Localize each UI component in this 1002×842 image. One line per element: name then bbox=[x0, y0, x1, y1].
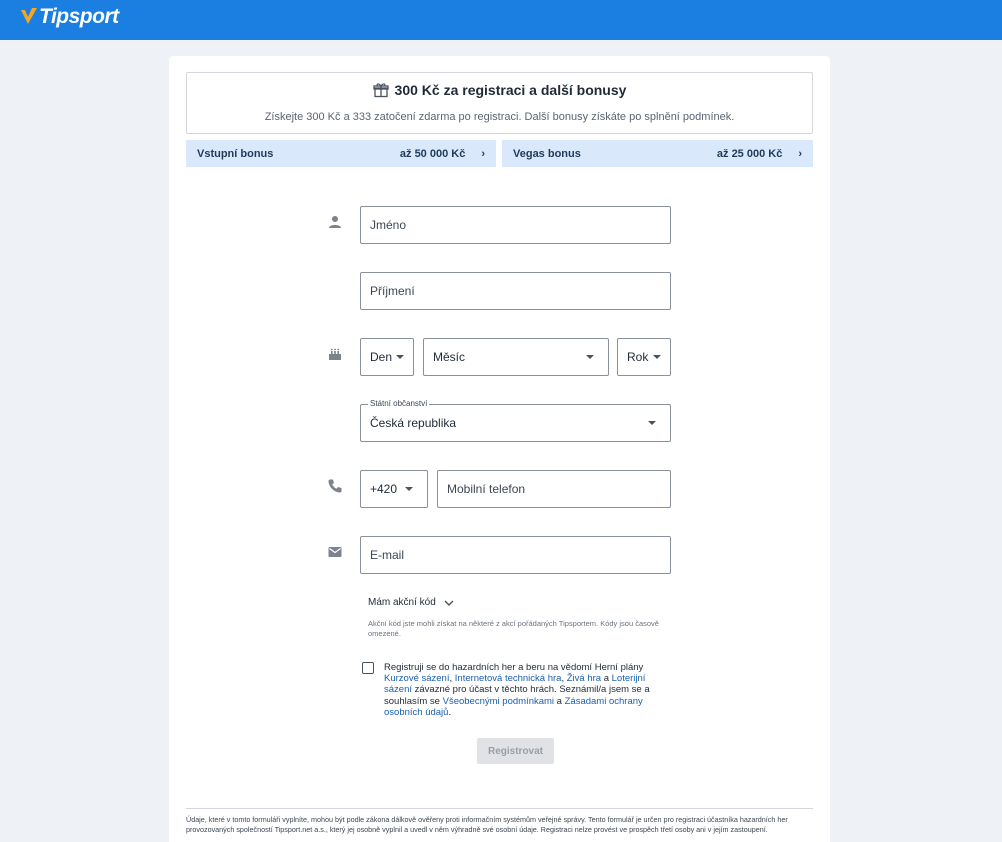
citizenship-value: Česká republika bbox=[370, 416, 457, 430]
first-name-placeholder: Jméno bbox=[370, 218, 407, 232]
last-name-input[interactable] bbox=[360, 272, 671, 310]
promo-code-toggle[interactable] bbox=[368, 597, 454, 608]
caret-down-icon bbox=[396, 355, 404, 359]
link-vseobecne-podminky[interactable]: Všeobecnými podmínkami bbox=[442, 695, 555, 707]
bonus-tile-label: Vstupní bonus bbox=[197, 147, 274, 160]
chevron-right-icon: › bbox=[798, 147, 802, 160]
caret-down-icon bbox=[653, 355, 661, 359]
link-zasady-ochrany-udaju[interactable]: Zásadami ochrany osobních údajů bbox=[384, 695, 643, 718]
birth-month-select[interactable] bbox=[423, 338, 609, 376]
birth-day-select[interactable] bbox=[360, 338, 414, 376]
bonus-title-text: 300 Kč za registraci a další bonusy bbox=[394, 82, 627, 98]
bonus-box bbox=[186, 72, 813, 134]
consent-text-part: Registruji se do hazardních her a beru na vědomí Herní plány bbox=[384, 662, 644, 673]
registration-card bbox=[169, 56, 830, 842]
legal-notice: Údaje, které v tomto formuláři vyplníte, mohou být podle zákona dálkově ověřeny proti informačním systémům veřejné správy. Tento formulář je určen pro registraci účastníka hazardních her provozovaných společností Tipsport.net a.s., který jej osobně vyplnil a uvedl v něm výhradně své osobní údaje. Registraci nelze provést ve prospěch třetí osoby ani v jejím zastoupení. bbox=[186, 815, 788, 834]
caret-down-icon bbox=[648, 421, 656, 425]
consent-text-part: . bbox=[448, 706, 452, 718]
caret-down-icon bbox=[586, 355, 594, 359]
bonus-tile-amount: až 25 000 Kč bbox=[716, 147, 783, 160]
person-icon bbox=[327, 214, 343, 230]
phone-prefix-value: +420 bbox=[370, 482, 398, 496]
logo-check-icon bbox=[20, 7, 38, 27]
consent-text-part: a bbox=[601, 673, 612, 685]
bonus-tile-vegas[interactable] bbox=[502, 140, 813, 167]
link-loterijni-sazeni[interactable]: Loterijní sázení bbox=[384, 673, 646, 696]
divider bbox=[186, 808, 813, 809]
mobile-phone-placeholder: Mobilní telefon bbox=[447, 482, 526, 496]
link-ziva-hra[interactable]: Živá hra bbox=[566, 673, 602, 685]
chevron-down-icon bbox=[444, 599, 454, 607]
promo-code-note: Akční kód jste mohli získat na některé z akcí pořádaných Tipsportem. Kódy jsou časově omezené. bbox=[368, 619, 659, 638]
link-kurzove-sazeni[interactable]: Kurzové sázení bbox=[384, 673, 450, 685]
bonus-subtitle: Získejte 300 Kč a 333 zatočení zdarma po registraci. Další bonusy získáte po splnění podmínek. bbox=[264, 111, 735, 123]
mobile-phone-input[interactable] bbox=[437, 470, 671, 508]
birth-year-placeholder: Rok bbox=[627, 350, 649, 364]
first-name-input[interactable] bbox=[360, 206, 671, 244]
email-input[interactable] bbox=[360, 536, 671, 574]
consent-text-part: , bbox=[561, 673, 567, 685]
phone-icon bbox=[327, 478, 343, 494]
register-button[interactable]: Registrovat bbox=[477, 738, 554, 764]
chevron-right-icon: › bbox=[481, 147, 485, 160]
last-name-placeholder: Příjmení bbox=[370, 284, 415, 298]
email-placeholder: E-mail bbox=[370, 548, 405, 562]
bonus-tile-entry[interactable] bbox=[186, 140, 496, 167]
citizenship-label: Státní občanství bbox=[370, 399, 428, 408]
header-bar bbox=[0, 0, 1002, 40]
tipsport-logo[interactable] bbox=[20, 5, 119, 29]
consent-text bbox=[384, 662, 654, 718]
bonus-title bbox=[187, 82, 812, 98]
consent-checkbox[interactable] bbox=[362, 662, 374, 674]
logo-text: Tipsport bbox=[39, 5, 119, 28]
birth-day-placeholder: Den bbox=[370, 350, 393, 364]
bonus-tile-amount: až 50 000 Kč bbox=[399, 147, 466, 160]
birth-month-placeholder: Měsíc bbox=[433, 350, 466, 364]
mail-icon bbox=[327, 544, 343, 560]
link-internetova-technicka-hra[interactable]: Internetová technická hra bbox=[454, 673, 562, 685]
consent-text-part: a bbox=[554, 695, 565, 707]
gift-icon bbox=[373, 82, 389, 98]
birthday-cake-icon bbox=[327, 346, 343, 362]
bonus-tile-label: Vegas bonus bbox=[513, 147, 581, 160]
consent-text-part: závazné pro účast v těchto hrách. Seznámil/a jsem se a souhlasím se bbox=[384, 684, 650, 707]
birth-year-select[interactable] bbox=[617, 338, 671, 376]
citizenship-select[interactable] bbox=[360, 399, 671, 442]
caret-down-icon bbox=[405, 487, 413, 491]
promo-code-toggle-label: Mám akční kód bbox=[368, 597, 436, 608]
consent-text-part: , bbox=[449, 673, 455, 685]
phone-prefix-select[interactable] bbox=[360, 470, 428, 508]
